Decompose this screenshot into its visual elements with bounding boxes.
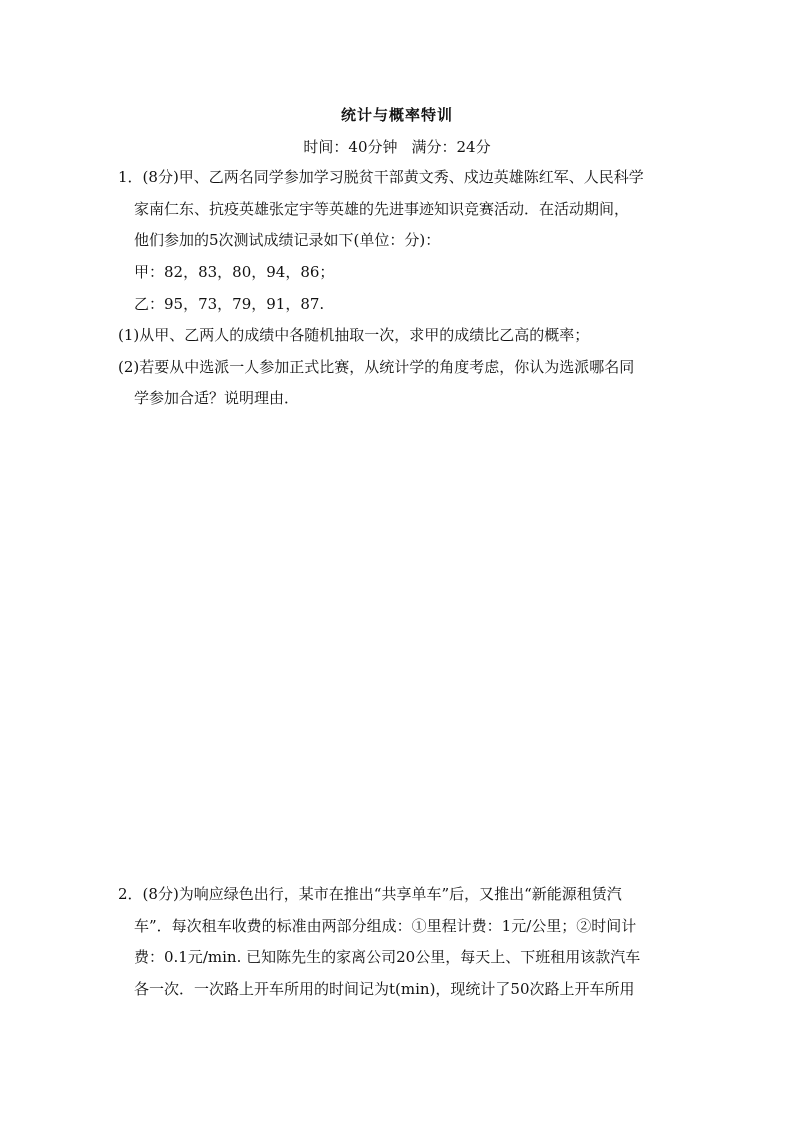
question-1-part-2-cont: 学参加合适？说明理由． [134, 389, 300, 407]
question-1-line: 1．(8分)甲、乙两名同学参加学习脱贫干部黄文秀、戍边英雄陈红军、人民科学 [118, 168, 644, 186]
question-2-line: 费：0.1元/min. 已知陈先生的家离公司20公里，每天上、下班租用该款汽车 [134, 948, 641, 966]
question-1-part-1: (1)从甲、乙两人的成绩中各随机抽取一次，求甲的成绩比乙高的概率； [118, 326, 590, 344]
question-2-line: 各一次．一次路上开车所用的时间记为t(min)，现统计了50次路上开车所用 [134, 980, 635, 998]
question-1-line: 他们参加的5次测试成绩记录如下(单位：分)： [134, 231, 441, 249]
question-1-scores-jia: 甲：82，83，80，94，86； [134, 263, 335, 281]
question-2-line: 车”．每次租车收费的标准由两部分组成：①里程计费：1元/公里；②时间计 [134, 917, 637, 935]
exam-meta [0, 137, 794, 157]
question-1-scores-yi: 乙：95，73，79，91，87. [134, 295, 325, 313]
question-2-line: 2．(8分)为响应绿色出行，某市在推出“共享单车”后，又推出“新能源租赁汽 [118, 885, 622, 903]
time-limit: 时间：40分钟 [303, 138, 398, 156]
question-1-line: 家南仁东、抗疫英雄张定宇等英雄的先进事迹知识竞赛活动．在活动期间， [134, 200, 630, 218]
question-1-part-2: (2)若要从中选派一人参加正式比赛，从统计学的角度考虑，你认为选派哪名同 [118, 358, 635, 376]
document-title: 统计与概率特训 [340, 106, 453, 124]
full-score: 满分：24分 [411, 138, 491, 156]
